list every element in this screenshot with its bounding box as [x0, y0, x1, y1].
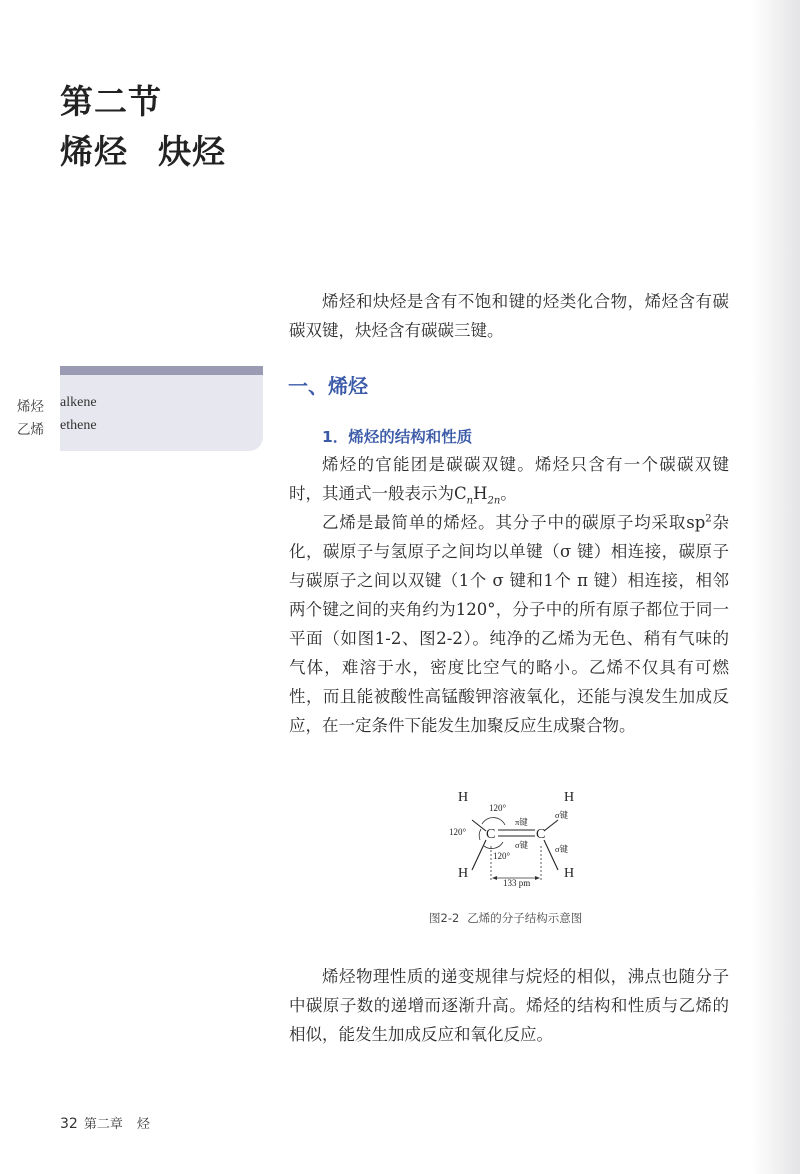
sigma-bond-label: σ键: [555, 810, 569, 820]
atom-h: H: [564, 790, 575, 805]
angle-label-bottom: 120°: [493, 851, 511, 861]
figure-number: 图2-2: [429, 911, 460, 925]
section-title: [60, 126, 226, 173]
paragraph-functional-group: 烯烃的官能团是碳碳双键。烯烃只含有一个碳碳双键时，其通式一般表示为$C_nH_{2n}$。: [289, 455, 729, 507]
angle-arc: [484, 842, 503, 849]
glossary-term-en: alkene: [60, 395, 97, 410]
glossary-term-en: ethene: [60, 418, 97, 433]
chapter-topic: 烃: [136, 1117, 150, 1132]
figure-caption-text: 乙烯的分子结构示意图: [467, 911, 583, 925]
dimension-arrow: [535, 876, 540, 880]
intro-paragraph: 烯烃和炔烃是含有不饱和键的烃类化合物，烯烃含有碳碳双键，炔烃含有碳碳三键。: [289, 292, 729, 340]
figure-caption: [429, 910, 582, 926]
section-title-alkene: 烯烃: [60, 132, 128, 171]
sigma-bond-label: σ键: [515, 840, 529, 850]
angle-arc: [479, 829, 481, 840]
chapter-label: 第二章: [83, 1117, 123, 1132]
glossary-entry: [17, 395, 97, 415]
section-number: 第二节: [60, 82, 162, 121]
angle-label-left: 120°: [449, 827, 467, 837]
page-edge-shadow: [752, 0, 800, 1174]
page-footer: [60, 1113, 150, 1132]
c-h-bond: [544, 820, 558, 831]
glossary-term-zh: 乙烯: [17, 422, 44, 438]
dimension-arrow: [492, 876, 497, 880]
paragraph-ethene-structure: 乙烯是最简单的烯烃。其分子中的碳原子均采取$sp^2$杂化，碳原子与氢原子之间均以单键（σ 键）相连接，碳原子与碳原子之间以双键（1个 σ 键和1个 π 键）相连接，相邻两个键之间的夹角约为120°，分子中的所有原子都位于同一平面（如图1-2、图2-2）。纯净的乙烯为无色、稍有气味的气体，难溶于水，密度比空气的略小。乙烯不仅具有可燃性，而且能被酸性高锰酸钾溶液氧化，还能与溴发生加成反应，在一定条件下能发生加聚反应生成聚合物。: [289, 513, 730, 735]
heading-alkenes: 一、烯烃: [288, 374, 368, 398]
c-h-bond: [472, 840, 486, 870]
bond-length-label: 133 pm: [503, 878, 531, 888]
sigma-bond-label: σ键: [555, 844, 569, 854]
paragraph-physical-properties: 烯烃物理性质的递变规律与烷烃的相似，沸点也随分子中碳原子数的递增而逐渐升高。烯烃的结构和性质与乙烯的相似，能发生加成反应和氧化反应。: [289, 967, 729, 1044]
angle-label-top: 120°: [489, 803, 507, 813]
subheading-structure-properties: 1．烯烃的结构和性质: [322, 428, 473, 446]
ethene-structure-diagram: [435, 780, 595, 890]
pi-bond-label: π键: [515, 817, 528, 827]
glossary-term-zh: 烯烃: [17, 399, 44, 415]
atom-h: H: [564, 866, 575, 881]
angle-arc: [482, 818, 505, 825]
glossary-entry: [17, 418, 97, 438]
section-title-alkyne: 炔烃: [158, 132, 226, 171]
atom-c: C: [536, 827, 546, 842]
atom-h: H: [458, 866, 469, 881]
atom-c: C: [486, 827, 496, 842]
page-number: 32: [60, 1116, 78, 1132]
atom-h: H: [458, 790, 469, 805]
